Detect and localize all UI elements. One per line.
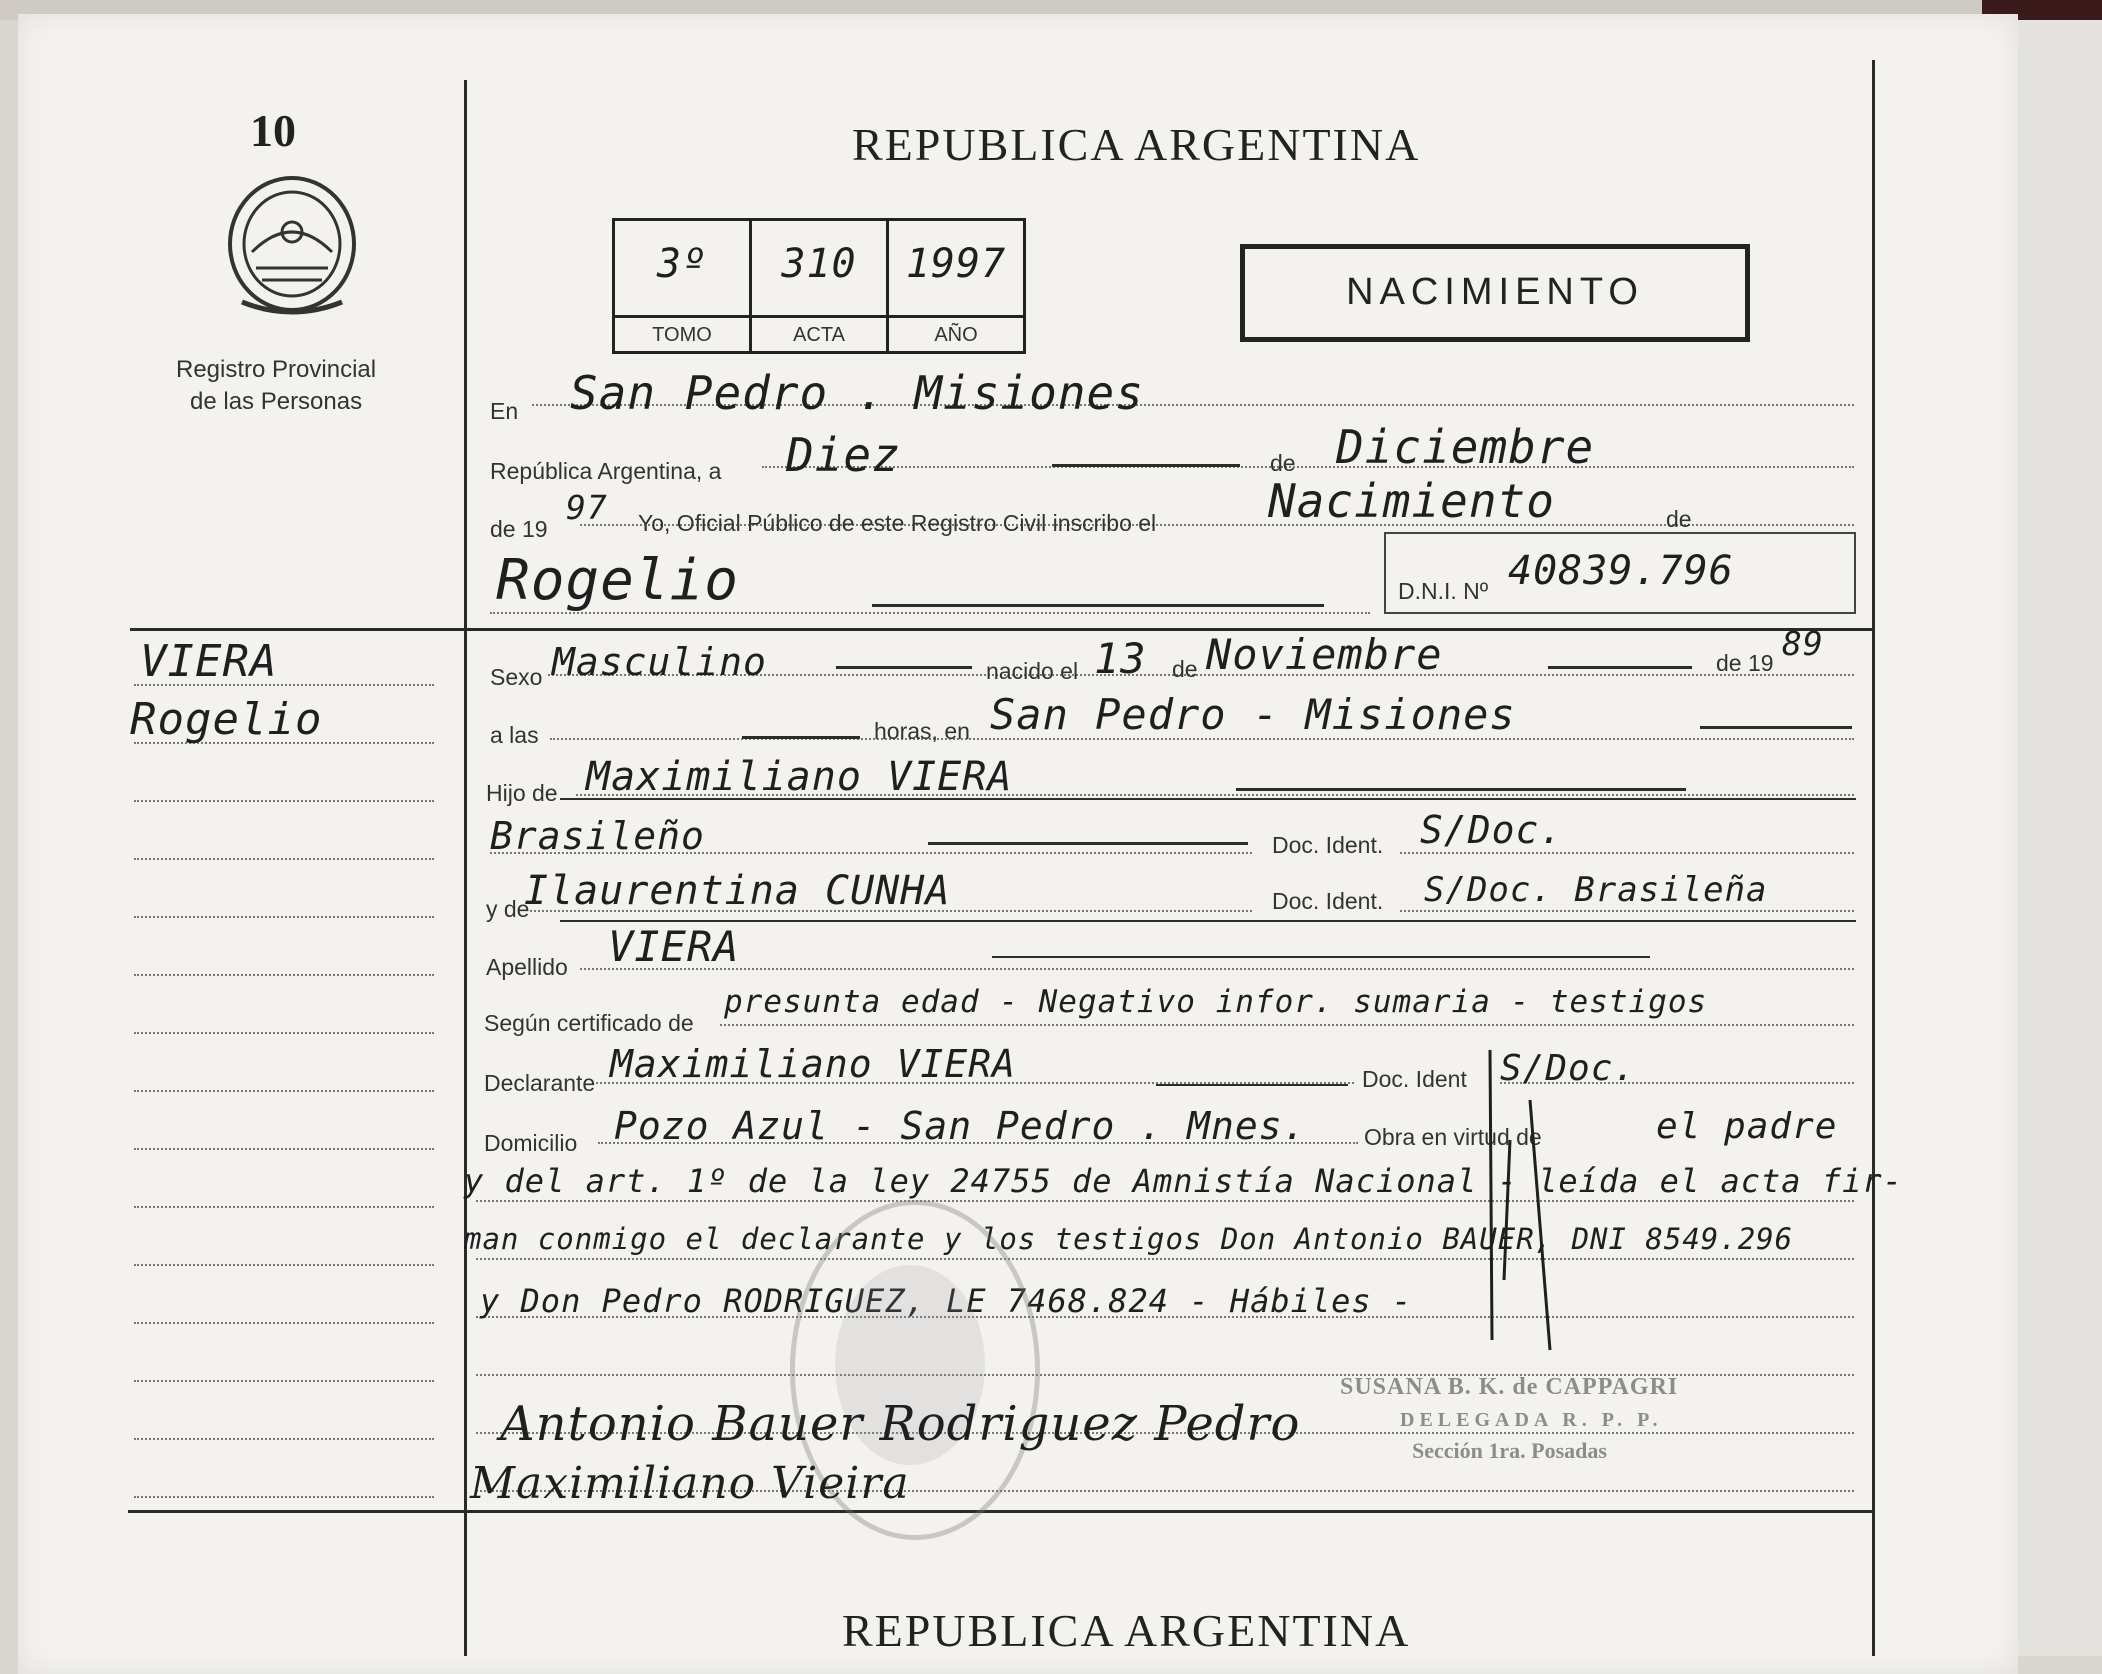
document-type-box [1240, 244, 1750, 342]
margin-line [134, 858, 434, 860]
label-de-19: de 19 [490, 516, 548, 542]
label-doc-ident: Doc. Ident. [1272, 888, 1384, 914]
label-en: En [490, 398, 519, 424]
label-yo-oficial: Yo, Oficial Público de este Registro Civil inscribo el [638, 510, 1157, 536]
label-apellido: Apellido [486, 954, 568, 980]
registry-name-line2: de las Personas [190, 388, 363, 415]
value-madre-doc: S/Doc. Brasileña [1424, 870, 1768, 910]
value-apellido: VIERA [608, 922, 740, 971]
value-anio: 97 [566, 488, 608, 527]
label-segun-certificado: Según certificado de [484, 1010, 694, 1036]
tomo-label: TOMO [652, 324, 712, 346]
margin-line [134, 974, 434, 976]
ink-strike [836, 666, 972, 669]
margin-line [134, 1496, 434, 1498]
stamp-name: SUSANA B. K. de CAPPAGRI [1340, 1374, 1679, 1400]
value-acto: Nacimiento [1268, 474, 1555, 528]
ink-strike [928, 842, 1248, 845]
margin-line [134, 1090, 434, 1092]
value-dia: Diez [786, 428, 901, 482]
label-de-19: de 19 [1716, 650, 1774, 676]
value-texto-3: y Don Pedro RODRIGUEZ, LE 7468.824 - Hábiles - [480, 1282, 1413, 1320]
label-obra-en-virtud: Obra en virtud de [1364, 1124, 1542, 1150]
form-line [1400, 852, 1854, 854]
value-padre-nac: Brasileño [490, 814, 705, 858]
label-de: de [1666, 506, 1692, 532]
signature-stroke [1470, 1040, 1570, 1360]
value-certificado: presunta edad - Negativo infor. sumaria - testigos [724, 984, 1708, 1020]
right-border [1872, 60, 1875, 1656]
left-column-divider [464, 80, 467, 1656]
provincia-misiones-seal-icon [222, 172, 362, 322]
label-dni: D.N.I. Nº [1398, 578, 1489, 604]
label-doc-ident: Doc. Ident [1362, 1066, 1467, 1092]
form-line [476, 1200, 1854, 1202]
ink-strike [1548, 666, 1692, 669]
value-lugar: San Pedro . Misiones [570, 366, 1144, 420]
margin-line [134, 1438, 434, 1440]
value-texto-1: y del art. 1º de la ley 24755 de Amnistía Nacional - leída el acta fir- [464, 1162, 1903, 1200]
tomo-value: 3º [656, 241, 708, 287]
acta-value: 310 [781, 241, 857, 287]
value-texto-2: man conmigo el declarante y los testigos Don Antonio BAUER, DNI 8549.296 [464, 1222, 1794, 1256]
label-nacido-el: nacido el [986, 658, 1079, 684]
document-title: REPUBLICA ARGENTINA [852, 119, 1421, 170]
label-doc-ident: Doc. Ident. [1272, 832, 1384, 858]
record-reference-box [612, 218, 1026, 354]
next-record-title: REPUBLICA ARGENTINA [842, 1605, 1411, 1656]
margin-top-rule [130, 628, 1872, 631]
value-padre-doc: S/Doc. [1420, 808, 1564, 852]
form-line [720, 1024, 1854, 1026]
form-line [1400, 910, 1854, 912]
value-lugar-nac: San Pedro - Misiones [990, 690, 1516, 739]
ink-strike [1236, 788, 1686, 791]
margin-line [134, 800, 434, 802]
margin-line [134, 1380, 434, 1382]
ink-strike [560, 920, 1856, 922]
ink-strike [992, 956, 1650, 958]
ink-strike [742, 736, 860, 739]
acta-label: ACTA [793, 324, 845, 346]
margin-given-name: Rogelio [130, 694, 323, 745]
label-y-de: y de [486, 896, 530, 922]
margin-line [134, 1206, 434, 1208]
value-sexo: Masculino [552, 640, 767, 684]
anio-value: 1997 [905, 241, 1007, 287]
value-nombre: Rogelio [496, 548, 740, 613]
value-dia-nac: 13 [1094, 634, 1147, 683]
document-type: NACIMIENTO [1346, 271, 1644, 313]
official-stamp [1340, 1374, 1678, 1464]
label-declarante: Declarante [484, 1070, 596, 1096]
value-madre: Ilaurentina CUNHA [524, 868, 951, 914]
anio-label: AÑO [934, 324, 978, 346]
label-horas-en: horas, en [874, 718, 970, 744]
form-line [580, 968, 1854, 970]
stamp-role: DELEGADA R. P. P. [1400, 1409, 1663, 1431]
page-number: 10 [250, 105, 296, 156]
label-domicilio: Domicilio [484, 1130, 578, 1156]
ink-strike [1052, 464, 1240, 467]
signature-declarante: Maximiliano Vieira [470, 1458, 910, 1509]
ink-strike [1156, 1084, 1348, 1086]
record-reference-captions [615, 315, 1023, 354]
value-anio-nac: 89 [1782, 624, 1824, 663]
value-declarante: Maximiliano VIERA [610, 1042, 1016, 1086]
section-bottom-rule [128, 1510, 1872, 1513]
value-mes: Diciembre [1336, 420, 1595, 474]
margin-line [134, 1264, 434, 1266]
value-domicilio: Pozo Azul - San Pedro . Mnes. [614, 1104, 1307, 1148]
value-mes-nac: Noviembre [1206, 630, 1443, 679]
form-line [762, 466, 1854, 468]
margin-line [134, 1322, 434, 1324]
stamp-section: Sección 1ra. Posadas [1412, 1438, 1607, 1463]
label-hijo-de: Hijo de [486, 780, 558, 806]
value-declarante-doc: S/Doc. [1500, 1048, 1637, 1089]
margin-line [134, 1032, 434, 1034]
label-sexo: Sexo [490, 664, 543, 690]
signature-witnesses: Antonio Bauer Rodriguez Pedro [500, 1396, 1301, 1452]
registry-name-line1: Registro Provincial [176, 356, 377, 383]
ink-strike [1700, 726, 1852, 729]
label-a-las: a las [490, 722, 539, 748]
label-de: de [1172, 656, 1198, 682]
label-de: de [1270, 450, 1296, 476]
value-obra-virtud: el padre [1656, 1106, 1838, 1147]
margin-surname: VIERA [140, 636, 278, 687]
margin-line [134, 1148, 434, 1150]
label-republica-a: República Argentina, a [490, 458, 722, 484]
facing-page-edge [2010, 20, 2102, 1656]
form-line [476, 1258, 1854, 1260]
value-dni: 40839.796 [1508, 548, 1734, 594]
ink-strike [872, 604, 1324, 607]
margin-line [134, 916, 434, 918]
value-padre: Maximiliano VIERA [586, 754, 1013, 800]
